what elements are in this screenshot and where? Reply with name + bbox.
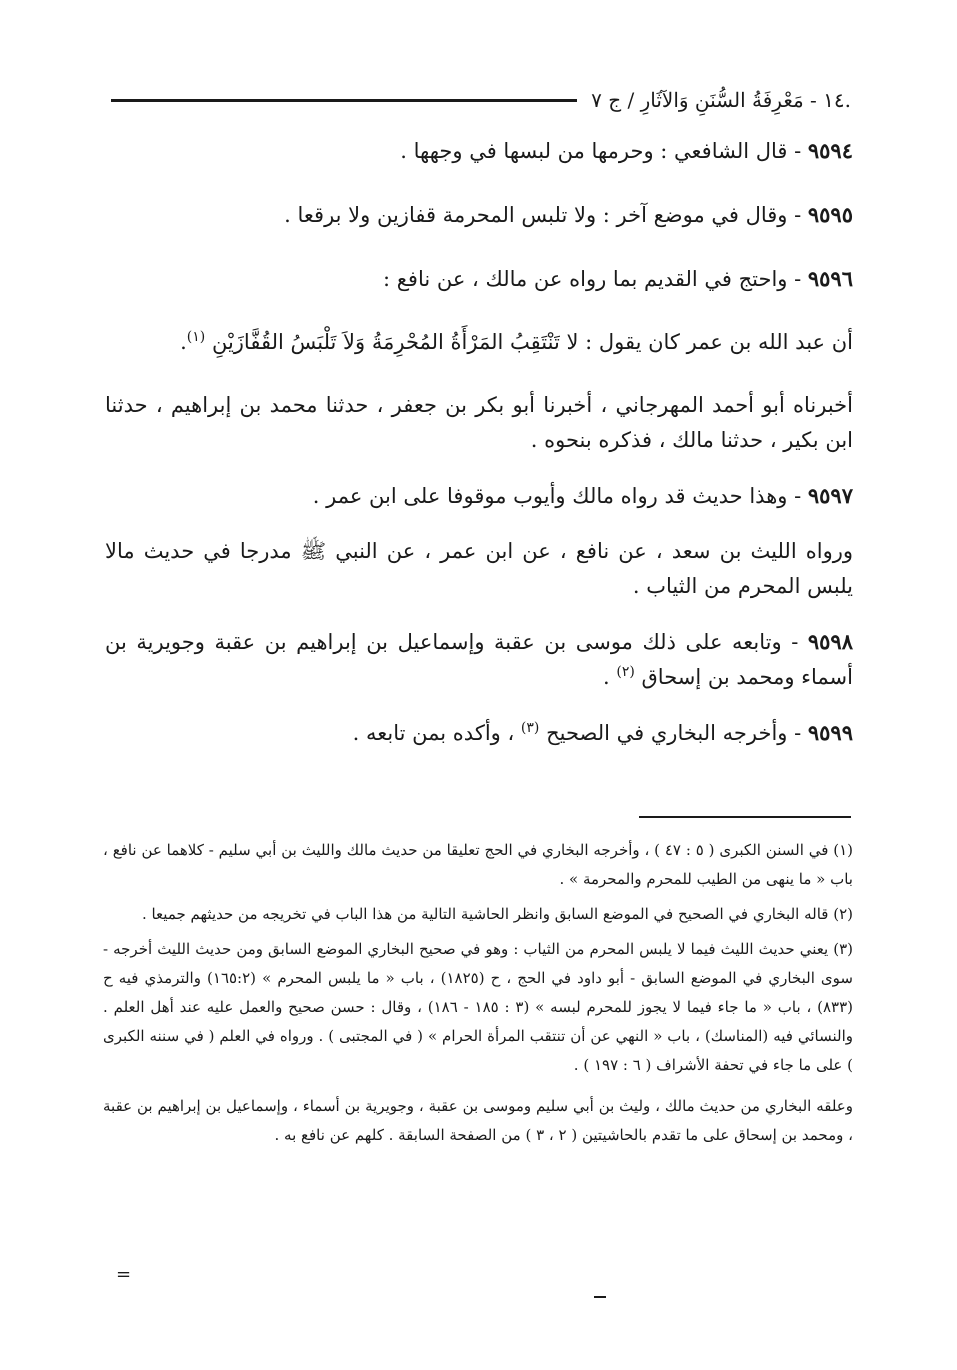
paragraph-9598	[105, 624, 853, 695]
footnotes	[103, 836, 853, 1156]
footnote-ref-2: (٢)	[616, 664, 635, 680]
paragraph-9595	[105, 197, 853, 233]
hadith-number: ٩٥٩٤	[807, 138, 853, 163]
paragraph-layth	[105, 534, 853, 604]
paragraph-9597	[105, 478, 853, 514]
continuation-mark: =	[116, 1264, 132, 1285]
paragraph-text: أن عبد الله بن عمر كان يقول : لا تَنْتَقِبُ المَرْأَةُ المُحْرِمَةُ وَلاَ تَلْبَسُ القُفَّازَيْنِ	[211, 330, 853, 354]
footnote-ref-1: (١)	[186, 329, 206, 345]
paragraph-text: - واحتج في القديم بما رواه عن مالك ، عن نافع :	[382, 267, 808, 291]
paragraph-text: - وقال في موضع آخر : ولا تلبس المحرمة قفازين ولا برقعا .	[284, 203, 808, 227]
footnote-2: (٢) قاله البخاري في الصحيح في الموضع السابق وانظر الحاشية التالية من هذا الباب في تخريجه من حديثهم جميعا .	[141, 905, 853, 923]
paragraph-end: .	[180, 330, 187, 354]
footnote-ref-3: (٣)	[520, 720, 540, 736]
paragraph-end: ، وأكده بمن تابعه .	[352, 721, 521, 745]
footnote-separator	[639, 816, 851, 818]
hadith-number: ٩٥٩٧	[807, 483, 853, 508]
paragraph-text: ورواه الليث بن سعد ، عن نافع ، عن ابن عمر ، عن النبي ﷺ مدرجا في حديث مالا يلبس المحرم من الثياب .	[105, 539, 853, 598]
paragraph-9594	[105, 133, 853, 169]
paragraph-text: أخبرناه أبو أحمد المهرجاني ، أخبرنا أبو بكر بن جعفر ، حدثنا محمد بن إبراهيم ، حدثنا ابن بكير ، حدثنا مالك ، فذكره بنحوه .	[105, 393, 853, 452]
paragraph-text: - وأخرجه البخاري في الصحيح	[546, 721, 808, 745]
paragraph-end: .	[602, 665, 617, 689]
bottom-dash	[594, 1296, 606, 1298]
hadith-number: ٩٥٩٨	[807, 629, 853, 654]
header-rule	[111, 99, 577, 102]
paragraph-text: - وتابعه على ذلك موسى بن عقبة وإسماعيل بن إبراهيم بن عقبة وجويرية بن أسماء ومحمد بن إسحاق	[105, 630, 853, 689]
running-header	[111, 80, 851, 120]
paragraph-quote	[105, 325, 853, 360]
footnote-continuation: وعلقه البخاري من حديث مالك ، وليث بن أبي سليم وموسى بن عقبة ، وجويرية بن أسماء ، وإسماعيل بن إبراهيم بن عقبة ، ومحمد بن إسحاق على ما تقدم بالحاشيتين ( ٢ ، ٣ ) من الصفحة السابقة . كلهم عن نافع به .	[103, 1097, 853, 1144]
paragraph-text: - قال الشافعي : وحرمها من لبسها في وجهها .	[400, 139, 808, 163]
hadith-number: ٩٥٩٥	[807, 202, 853, 227]
header-title: .١٤ - مَعْرِفَةُ السُّنَنِ وَالآثَارِ / ج ٧	[591, 88, 851, 112]
paragraph-9596	[105, 261, 853, 297]
paragraph-9599	[105, 715, 853, 751]
hadith-number: ٩٥٩٦	[807, 266, 853, 291]
main-text	[105, 133, 853, 779]
paragraph-text: - وهذا حديث قد رواه مالك وأيوب موقوفا على ابن عمر .	[312, 484, 808, 508]
paragraph-isnad	[105, 388, 853, 458]
hadith-number: ٩٥٩٩	[807, 720, 853, 745]
footnote-1: (١) في السنن الكبرى ( ٥ : ٤٧ ) ، وأخرجه البخاري في الحج تعليقا من حديث مالك والليث بن أبي سليم - كلاهما عن نافع ، باب « ما ينهى من الطيب للمحرم والمحرمة » .	[103, 841, 854, 888]
footnote-3: (٣) يعني حديث الليث فيما لا يلبس المحرم من الثياب : وهو في صحيح البخاري الموضع السابق ومن حديث الليث أخرجه - سوى البخاري في الموضع السابق - أبو داود في الحج ، ح (١٨٢٥) ، باب « ما يلبس المحرم » (١٦٥:٢) والترمذي فيه ح (٨٣٣) ، باب « ما جاء فيما لا يجوز للمحرم لبسه » (٣ : ١٨٥ - ١٨٦) ، وقال : حسن صحيح والعمل عليه عند أهل العلم . والنسائي فيه (المناسك) ، باب « النهي عن أن تنتقب المرأة الحرام » ( في المجتبى ) . ورواه في العلم ( في سننه الكبرى ) على ما جاء في تحفة الأشراف ( ٦ : ١٩٧ ) .	[103, 940, 854, 1074]
